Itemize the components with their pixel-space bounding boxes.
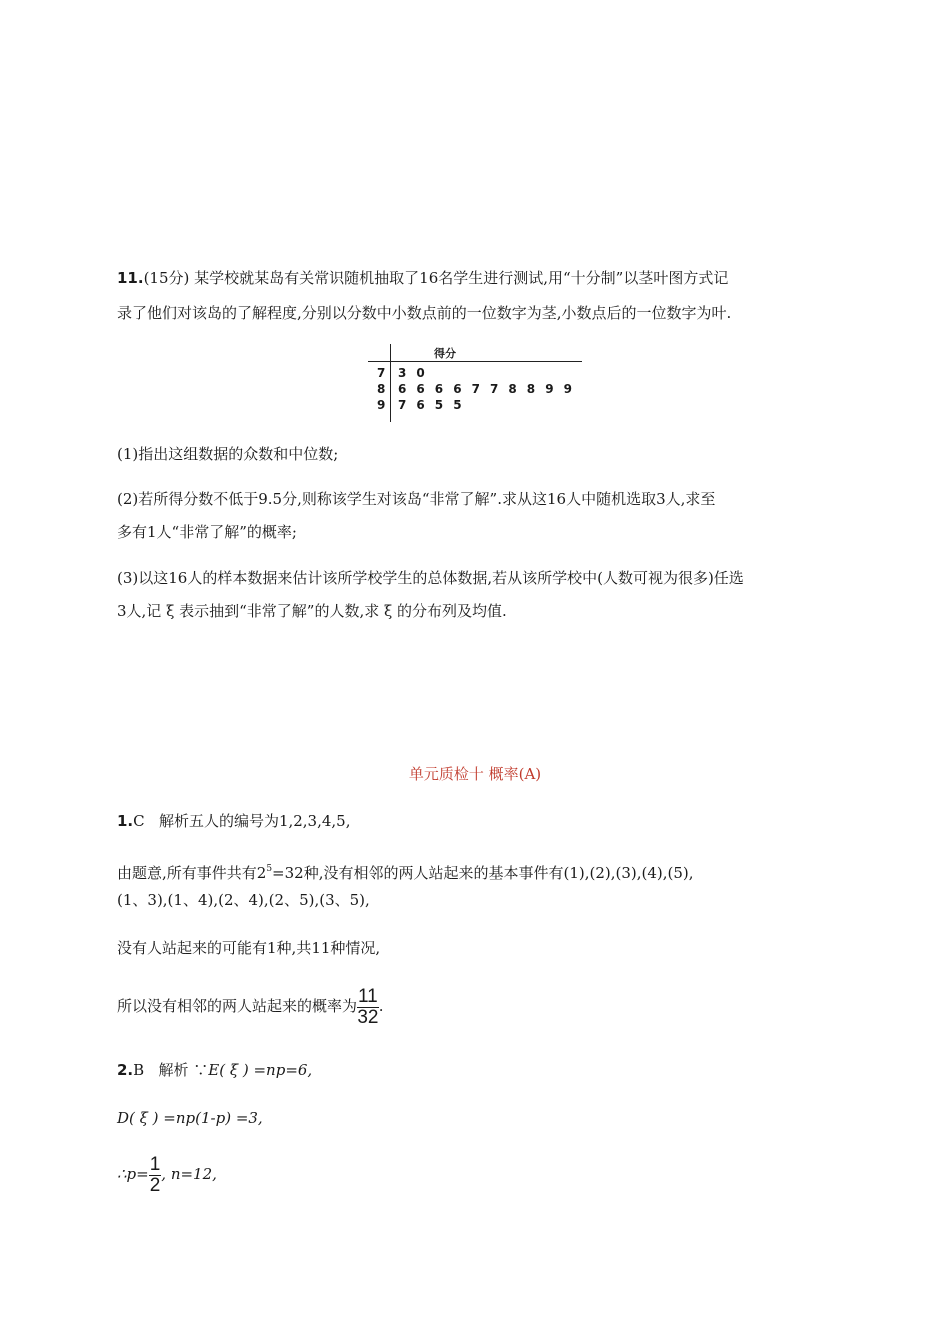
answer-2-text-2	[117, 1108, 263, 1128]
leaf-value: 8	[508, 382, 517, 396]
answer-2-text-1a: 解析 ∵	[158, 1061, 209, 1079]
stem-value: 8	[377, 382, 386, 396]
leaf-value: 8	[526, 382, 536, 396]
answer-2-label: 2.	[117, 1061, 134, 1079]
question-2-line1: (2)若所得分数不低于9.5分,则称该学生对该岛“非常了解”.求从这16人中随机选取3人,求至	[117, 490, 716, 508]
answer-1-text-2b: =32种,没有相邻的两人站起来的基本事件有(1),(2),(3),(4),(5),	[272, 864, 694, 882]
stem-leaf-title: 得分	[434, 347, 456, 360]
leaf-value: 3	[398, 366, 407, 380]
leaf-value: 5	[453, 398, 462, 412]
fraction-denominator: 2	[149, 1174, 161, 1196]
leaf-value: 7	[490, 382, 499, 396]
answer-1-fraction	[357, 987, 379, 1028]
stem-leaf-plot	[368, 344, 584, 424]
fraction-numerator: 11	[358, 985, 378, 1007]
answer-1-text-2a: 由题意,所有事件共有2	[117, 864, 267, 882]
answer-2-formula-2: D( ξ ) =np(1-p) =3,	[117, 1109, 263, 1127]
leaf-value: 6	[453, 382, 462, 396]
leaf-value: 5	[434, 398, 444, 412]
answer-1-exponent: 5	[266, 864, 273, 874]
answer-1-line2	[117, 859, 694, 883]
fraction-numerator: 1	[149, 1153, 161, 1175]
question-1: (1)指出这组数据的众数和中位数;	[117, 445, 339, 463]
answer-1-text-3: (1、3),(1、4),(2、4),(2、5),(3、5),	[117, 891, 370, 909]
problem-text-2: 录了他们对该岛的了解程度,分别以分数中小数点前的一位数字为茎,小数点后的一位数字为叶.	[117, 304, 732, 322]
stem-leaf-divider	[368, 361, 582, 362]
answers-heading: 单元质检十 概率(A)	[408, 765, 542, 783]
leaf-value: 7	[471, 382, 480, 396]
question-3-line2: 3人,记 ξ 表示抽到“非常了解”的人数,求 ξ 的分布列及均值.	[117, 602, 507, 620]
answer-2-line1	[117, 1060, 312, 1080]
answer-1-period: .	[378, 997, 384, 1015]
fraction-denominator: 32	[357, 1006, 379, 1028]
stem-leaf-stem-line	[390, 344, 391, 422]
answer-2-line3	[117, 1152, 217, 1196]
leaf-value: 6	[416, 382, 425, 396]
problem-points: (15分)	[143, 269, 190, 287]
answer-2-fraction	[149, 1155, 162, 1196]
problem-number: 11.	[117, 269, 144, 287]
stem-value: 9	[377, 398, 386, 412]
question-2-line2: 多有1人“非常了解”的概率;	[117, 523, 297, 541]
answer-2-text-3b: , n=12,	[161, 1165, 217, 1183]
question-3-line1: (3)以这16人的样本数据来估计该所学校学生的总体数据,若从该所学校中(人数可视为很多)任选	[117, 569, 744, 587]
leaf-value: 6	[434, 382, 444, 396]
answer-2-text-1b: E( ξ ) =np=6,	[208, 1061, 313, 1079]
answer-1-text-5: 所以没有相邻的两人站起来的概率为	[117, 997, 358, 1015]
answer-1-text-1: 解析五人的编号为1,2,3,4,5,	[158, 812, 351, 830]
answer-1-label: 1.	[117, 812, 134, 830]
leaf-value: 6	[398, 382, 407, 396]
answer-2-text-3a: ∴p=	[117, 1165, 149, 1183]
stem-value: 7	[377, 366, 386, 380]
leaf-value: 9	[545, 382, 554, 396]
leaf-value: 9	[563, 382, 572, 396]
leaf-value: 0	[416, 366, 425, 380]
answer-1-text-4: 没有人站起来的可能有1种,共11种情况,	[117, 939, 381, 957]
problem-11-line1	[117, 268, 728, 288]
answer-1-line1	[117, 811, 351, 831]
leaf-value: 7	[398, 398, 407, 412]
answer-1-choice: C	[133, 812, 145, 830]
answer-1-line5	[117, 984, 384, 1028]
leaf-value: 6	[416, 398, 425, 412]
problem-text-1: 某学校就某岛有关常识随机抽取了16名学生进行测试,用“十分制”以茎叶图方式记	[194, 269, 729, 287]
answer-2-choice: B	[133, 1061, 145, 1079]
